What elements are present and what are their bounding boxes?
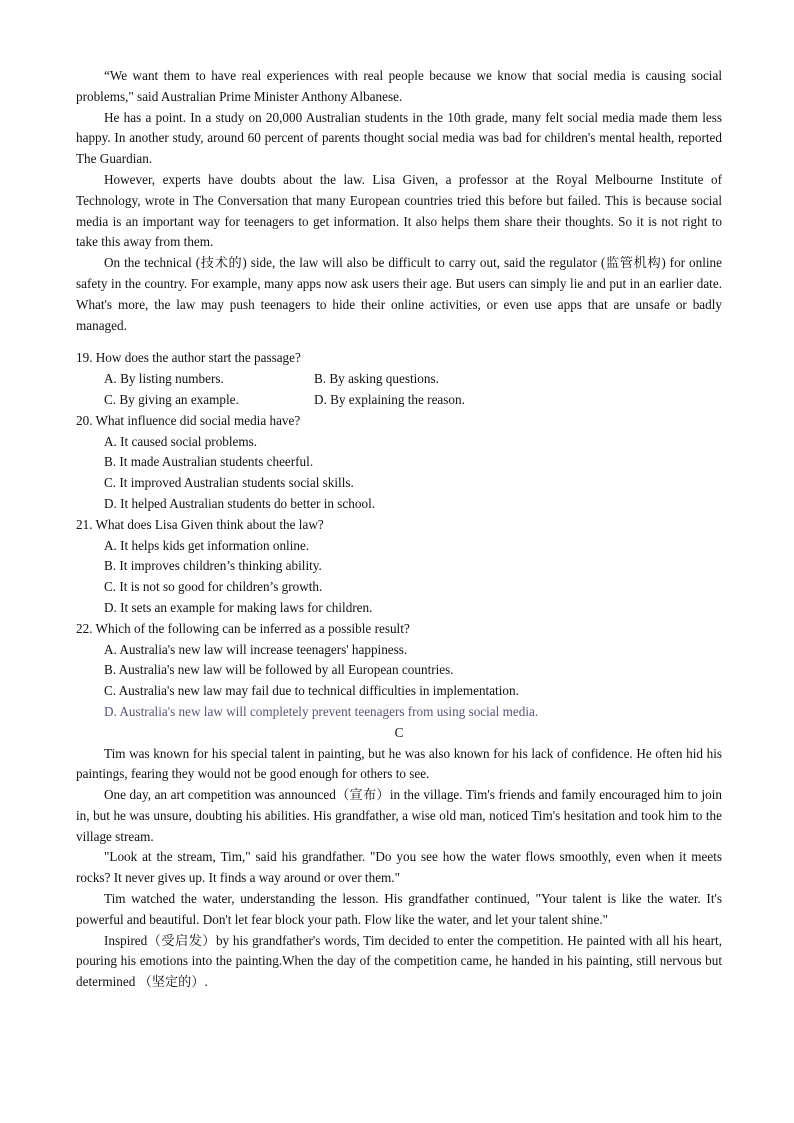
question-20 <box>76 411 722 515</box>
option-c[interactable]: C. It is not so good for children’s growth. <box>104 579 323 595</box>
passage-paragraph: Tim was known for his special talent in painting, but he was also known for his lack of confidence. He often hid his paintings, fearing they would not be good enough for others to see. <box>76 745 722 782</box>
question-19 <box>76 348 722 410</box>
option-list <box>76 432 722 515</box>
option-d[interactable]: D. It sets an example for making laws for children. <box>104 599 373 615</box>
passage-paragraph: Inspired（受启发）by his grandfather's words, Tim decided to enter the competition. He painted with all his heart, pouring his emotions into the painting.When the day of the competition came, he handed in his painting, still nervous but determined （坚定的）. <box>76 932 722 990</box>
option-list <box>76 536 722 619</box>
question-stem: 22. Which of the following can be inferred as a possible result? <box>76 620 410 636</box>
passage-paragraph: "Look at the stream, Tim," said his grandfather. "Do you see how the water flows smoothly, even when it meets rocks? It never gives up. It finds a way around or over them." <box>76 849 722 886</box>
passage-paragraph: “We want them to have real experiences with real people because we know that social media is causing social problems," said Australian Prime Minister Anthony Albanese. <box>76 68 722 104</box>
option-a[interactable]: A. Australia's new law will increase teenagers' happiness. <box>104 641 408 657</box>
section-heading: C <box>394 724 404 740</box>
option-grid <box>76 369 722 411</box>
passage-c <box>76 744 722 994</box>
option-a[interactable]: A. It caused social problems. <box>104 433 258 449</box>
option-b[interactable]: B. It made Australian students cheerful. <box>104 454 314 470</box>
passage-b <box>76 66 722 336</box>
option-d[interactable]: D. It helped Australian students do better in school. <box>104 495 376 511</box>
passage-paragraph: Tim watched the water, understanding the lesson. His grandfather continued, "Your talent is like the water. It's powerful and beautiful. Don't let fear block your path. Flow like the water, and let your talent shine." <box>76 891 722 927</box>
passage-paragraph: On the technical (技术的) side, the law will also be difficult to carry out, said the regulator (监管机构) for online safety in the country. For example, many apps now ask users their age. But users can simply lie and put in an earlier date. What's more, the law may push teenagers to hide their online activities, or even use apps that are unsafe or badly managed. <box>76 255 722 333</box>
question-stem: 21. What does Lisa Given think about the law? <box>76 516 324 532</box>
option-list <box>76 640 722 723</box>
passage-paragraph: However, experts have doubts about the law. Lisa Given, a professor at the Royal Melbourne Institute of Technology, wrote in The Conversation that many European countries tried this before but failed. This is because social media is an important way for teenagers to get information. It also helps them share their thoughts. So it is not right to take this away from them. <box>76 171 722 250</box>
option-b[interactable]: B. It improves children’s thinking ability. <box>104 558 322 574</box>
option-a[interactable]: A. By listing numbers. <box>104 371 224 387</box>
option-d[interactable]: D. By explaining the reason. <box>314 391 465 407</box>
option-c[interactable]: C. Australia's new law may fail due to technical difficulties in implementation. <box>104 683 519 699</box>
question-stem: 19. How does the author start the passage? <box>76 350 301 366</box>
option-a[interactable]: A. It helps kids get information online. <box>104 537 310 553</box>
passage-paragraph: One day, an art competition was announced（宣布）in the village. Tim's friends and family encouraged him to join in, but he was unsure, doubting his abilities. His grandfather, a wise old man, noticed Tim's hesitation and took him to the village stream. <box>76 787 722 844</box>
option-c[interactable]: C. By giving an example. <box>104 391 239 407</box>
option-b[interactable]: B. Australia's new law will be followed by all European countries. <box>104 662 454 678</box>
question-stem: 20. What influence did social media have? <box>76 412 301 428</box>
option-c[interactable]: C. It improved Australian students social skills. <box>104 475 354 491</box>
passage-paragraph: He has a point. In a study on 20,000 Australian students in the 10th grade, many felt social media made them less happy. In another study, around 60 percent of parents thought social media was bad for children's mental health, reported The Guardian. <box>76 109 722 167</box>
question-21 <box>76 515 722 619</box>
option-b[interactable]: B. By asking questions. <box>314 371 439 387</box>
question-22 <box>76 619 722 723</box>
exam-page <box>76 66 722 993</box>
option-d[interactable]: D. Australia's new law will completely prevent teenagers from using social media. <box>104 703 539 719</box>
spacer <box>76 336 722 348</box>
